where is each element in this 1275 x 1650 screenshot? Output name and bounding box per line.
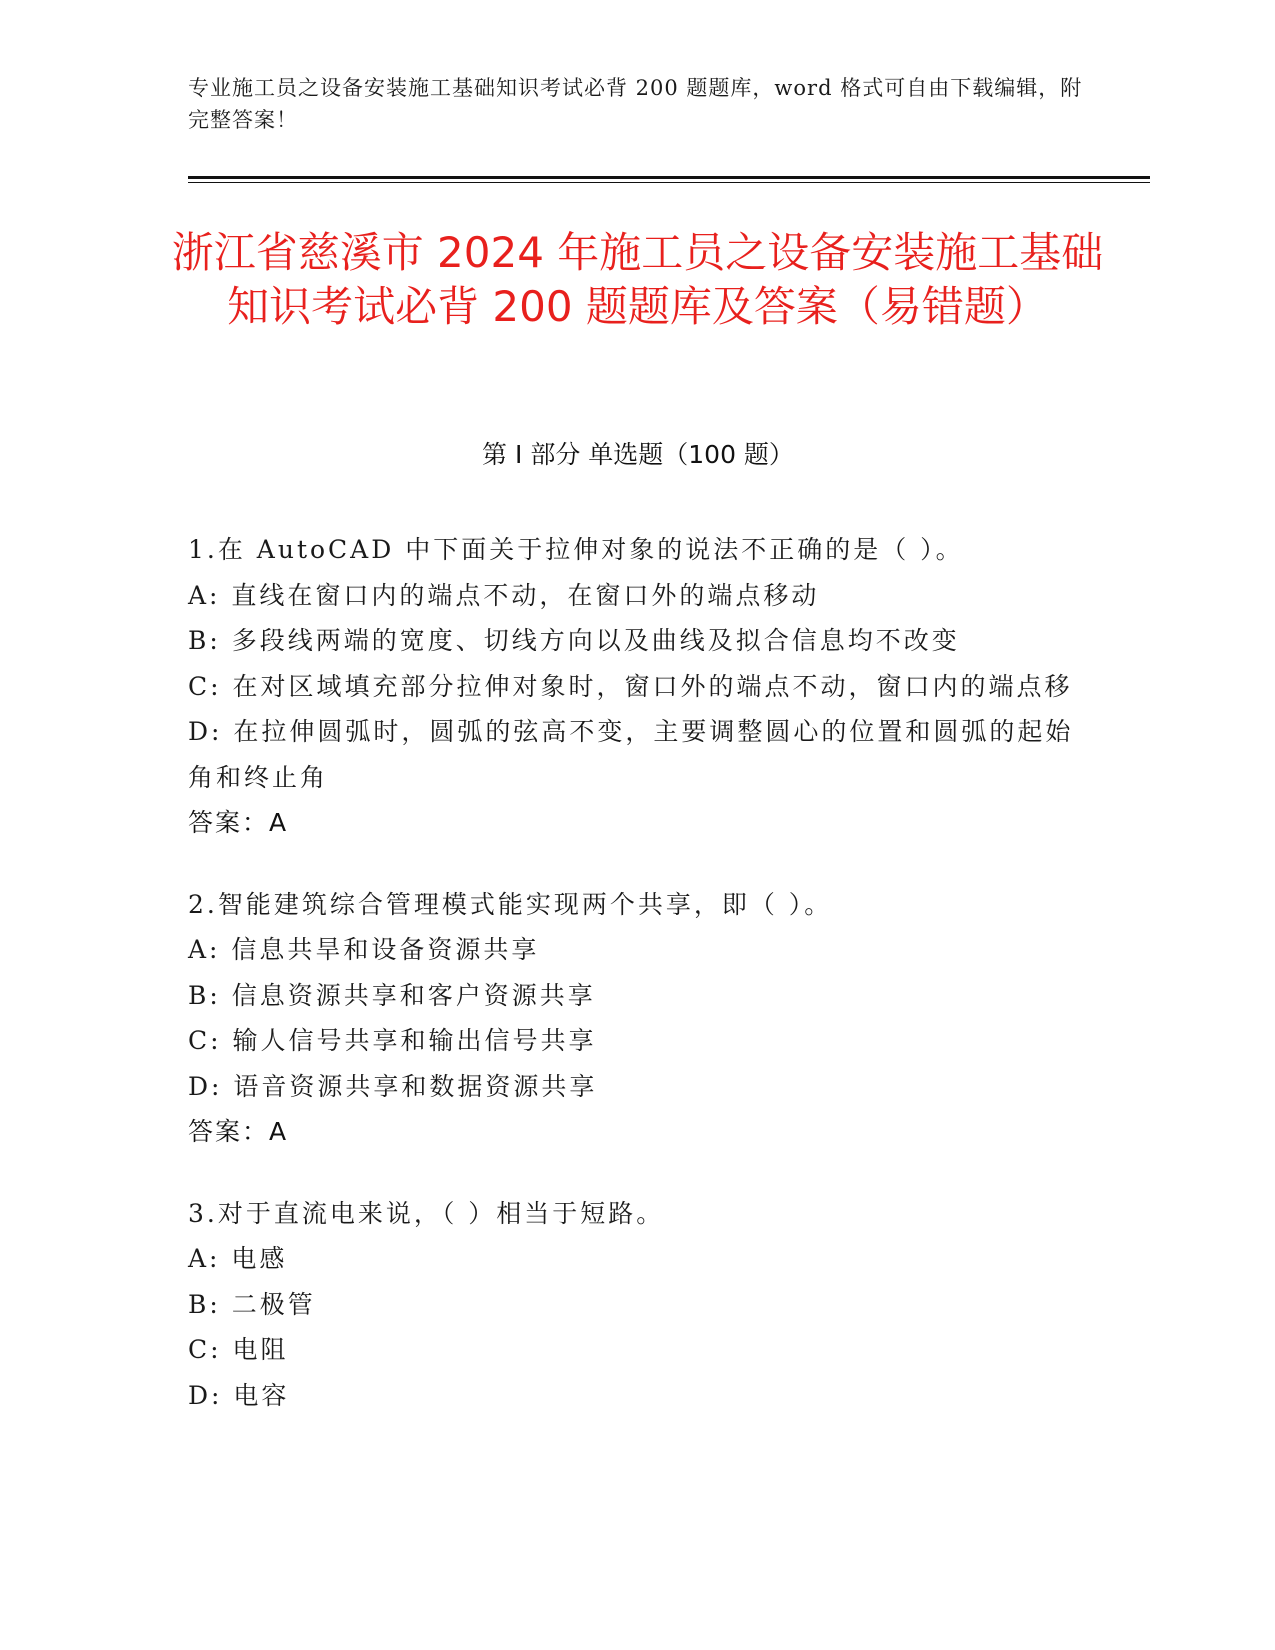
question-stem: 2.智能建筑综合管理模式能实现两个共享，即（ ）。: [188, 889, 833, 919]
question-2: [188, 882, 1078, 1155]
option-b: B: 二极管: [188, 1289, 316, 1319]
option-c: C: 电阻: [188, 1335, 289, 1364]
option-a: A: 电感: [188, 1244, 288, 1273]
question-stem: 3.对于直流电来说，（ ）相当于短路。: [188, 1198, 665, 1228]
section-title: 第 I 部分 单选题（100 题）: [482, 440, 794, 469]
answer-line: 答案：A: [188, 808, 289, 837]
question-stem: 1.在 AutoCAD 中下面关于拉伸对象的说法不正确的是（ ）。: [188, 535, 964, 564]
question-3: [188, 1191, 1078, 1419]
option-b: B: 多段线两端的宽度、切线方向以及曲线及拟合信息均不改变: [188, 626, 960, 655]
header-divider-thin: [188, 182, 1150, 183]
option-d: D: 电容: [188, 1380, 290, 1410]
option-b: B: 信息资源共享和客户资源共享: [188, 980, 596, 1010]
header-divider-thick: [188, 176, 1150, 179]
option-c: C: 在对区域填充部分拉伸对象时，窗口外的端点不动，窗口内的端点移: [188, 671, 1073, 701]
option-a: A: 直线在窗口内的端点不动，在窗口外的端点移动: [188, 580, 820, 610]
header-note: 专业施工员之设备安装施工基础知识考试必背 200 题题库，word 格式可自由下载编辑，附完整答案！: [188, 76, 1083, 132]
document-title: 浙江省慈溪市 2024 年施工员之设备安装施工基础知识考试必背 200 题题库及答案（易错题）: [171, 228, 1104, 331]
option-c: C: 输人信号共享和输出信号共享: [188, 1026, 597, 1055]
option-d: D: 在拉伸圆弧时，圆弧的弦高不变，主要调整圆心的位置和圆弧的起始角和终止角: [188, 717, 1074, 792]
option-d: D: 语音资源共享和数据资源共享: [188, 1071, 598, 1101]
question-list: [188, 527, 1078, 1454]
question-1: [188, 527, 1078, 846]
option-a: A: 信息共旱和设备资源共享: [188, 935, 540, 964]
answer-line: 答案：A: [188, 1117, 289, 1146]
